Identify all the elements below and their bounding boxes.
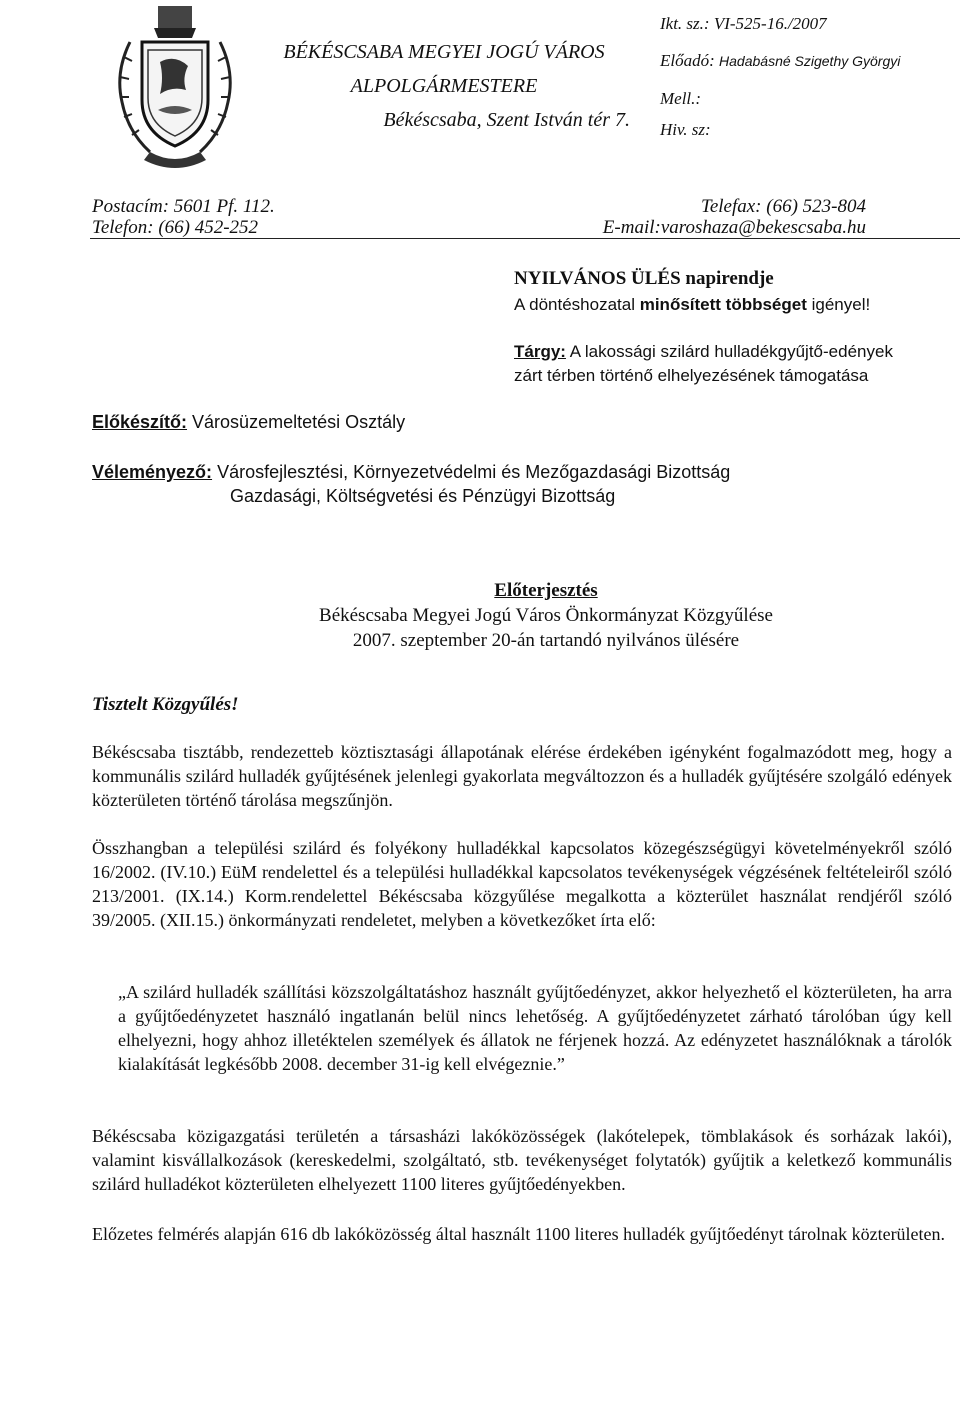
presenter-line <box>660 49 960 73</box>
proposal-line2: 2007. szeptember 20-án tartandó nyilvános ülésére <box>352 630 740 651</box>
subject-line2: zárt térben történő elhelyezésének támogatása <box>514 366 869 385</box>
proposal-block <box>220 578 872 653</box>
salutation: Tisztelt Közgyűlés! <box>92 694 239 715</box>
quote-paragraph: „A szilárd hulladék szállítási közszolgáltatáshoz használt gyűjtőedényzet, akkor helyezhető el közterületen, ha arra a gyűjtőedényzetet használó ingatlanán belül nincs lehetőség. A gyűjtőedényzetet zárható tárolóban úgy kell elhelyezni, hogy ahhoz illetéktelen személyek és állatok ne férjenek hozzá. Az edényzetet használóknak a tárolók kialakítását legkésőbb 2008. december 31-ig kell elvégeznie.” <box>118 982 952 1074</box>
majority-suffix: igényel! <box>806 295 871 314</box>
header-divider <box>90 238 960 239</box>
ref-hiv: Hiv. sz: <box>660 120 711 139</box>
paragraph-2: Összhangban a települési szilárd és folyékony hulladékkal kapcsolatos közegészségügyi követelményekről szóló 16/2002. (IV.10.) EüM rendelettel és a települési hulladékkal kapcsolatos tevékenységek végzésének feltételeiről szóló 213/2001. (IX.14.) Korm.rendelettel Békéscsaba közgyűlése megalkotta a közterület használat rendjéről szóló 39/2005. (XII.15.) önkormányzati rendeletet, melyben a következőket írta elő: <box>92 838 952 930</box>
meeting-notice <box>514 266 870 318</box>
majority-note <box>514 292 870 318</box>
reviewer-label: Véleményező: <box>92 462 213 482</box>
postal-address: Postacím: 5601 Pf. 112. <box>92 196 275 217</box>
ref-number: Ikt. sz.: VI-525-16./2007 <box>660 14 827 33</box>
proposal-line1: Békéscsaba Megyei Jogú Város Önkormányzat Közgyűlése <box>319 605 773 626</box>
email-address: E-mail:varoshaza@bekescsaba.hu <box>602 217 866 238</box>
reviewer-value2: Gazdasági, Költségvetési és Pénzügyi Bizottság <box>230 486 616 506</box>
reviewer-block <box>92 460 730 508</box>
reference-block <box>660 12 960 141</box>
paragraph-1: Békéscsaba tisztább, rendezetteb köztisztasági állapotának elérése érdekében igényként fogalmazódott meg, hogy a kommunális szilárd hulladék gyűjtésének jelenlegi gyakorlata megváltozzon és a hulladék gyűjtésére szolgáló edények közterületen történő tárolása megszűnjön. <box>92 742 952 810</box>
org-address: Békéscsaba, Szent István tér 7. <box>383 109 630 131</box>
presenter-name: Hadabásné Szigethy Györgyi <box>719 53 901 69</box>
majority-prefix: A döntéshozatal <box>514 295 640 314</box>
subject-text1: A lakossági szilárd hulladékgyűjtő-edények <box>565 342 893 361</box>
preparer-value: Városüzemeltetési Osztály <box>187 412 406 432</box>
public-session-label: NYILVÁNOS ÜLÉS napirendje <box>514 268 774 289</box>
reviewer-line1 <box>92 460 730 484</box>
org-name: BÉKÉSCSABA MEGYEI JOGÚ VÁROS <box>283 41 605 63</box>
org-title: ALPOLGÁRMESTERE <box>350 75 538 97</box>
subject-line1 <box>514 340 958 364</box>
org-block <box>258 40 630 132</box>
coat-of-arms-icon <box>110 2 240 172</box>
subject-block <box>514 340 958 388</box>
preparer-label: Előkészítő: <box>92 412 188 432</box>
contact-right <box>566 196 866 238</box>
preparer-line <box>92 412 405 433</box>
paragraph-3: Békéscsaba közigazgatási területén a társasházi lakóközösségek (lakótelepek, tömblakások és sorházak lakói), valamint kisvállalkozások (kereskedelmi, szolgáltató, stb. tevékenységet folytatók) gyűjtik a keletkező kommunális szilárd hulladékot közterületen elhelyezett 1100 literes gyűjtőedényekben. <box>92 1126 952 1194</box>
phone-number: Telefon: (66) 452-252 <box>92 217 259 238</box>
majority-bold: minősített többséget <box>639 295 807 314</box>
proposal-title: Előterjesztés <box>494 580 598 601</box>
subject-label: Tárgy: <box>514 342 566 361</box>
paragraph-4: Előzetes felmérés alapján 616 db lakóközösség által használt 1100 literes hulladék gyűjtőedényt tárolnak közterületen. <box>92 1224 946 1244</box>
presenter-label: Előadó: <box>660 51 715 70</box>
reviewer-value1: Városfejlesztési, Környezetvédelmi és Mezőgazdasági Bizottság <box>212 462 731 482</box>
attachment-label: Mell.: <box>660 89 702 108</box>
fax-number: Telefax: (66) 523-804 <box>701 196 866 217</box>
contact-left <box>92 196 275 238</box>
